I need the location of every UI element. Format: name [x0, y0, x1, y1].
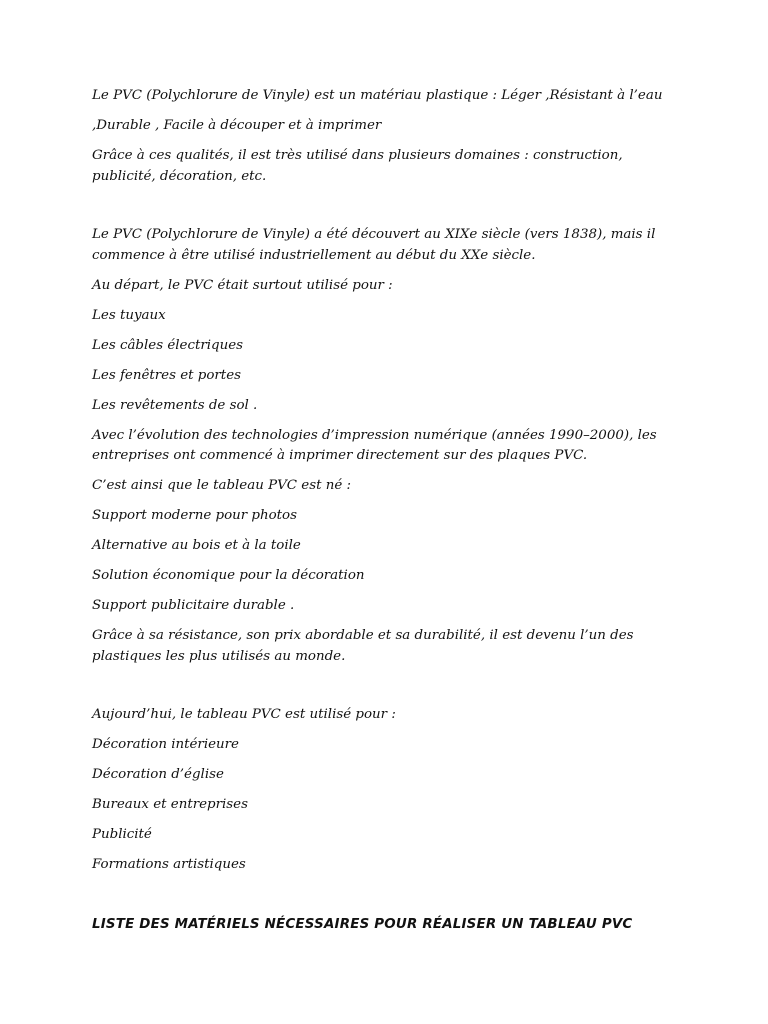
paragraph-durability: Grâce à sa résistance, son prix abordable et sa durabilité, il est devenu l’un des plastiques les plus utilisés au monde.	[92, 628, 634, 664]
list-item: Les fenêtres et portes	[92, 367, 241, 383]
list-item: Bureaux et entreprises	[92, 797, 248, 812]
paragraph-pvc-uses: Grâce à ces qualités, il est très utilisé dans plusieurs domaines : construction, publicité, décoration, etc.	[92, 148, 623, 184]
list-item: Alternative au bois et à la toile	[92, 538, 301, 553]
list-item: Publicité	[92, 827, 152, 842]
paragraph-pvc-properties: ,Durable , Facile à découper et à imprimer	[92, 118, 382, 133]
list-item: Formations artistiques	[92, 857, 246, 872]
list-item: Décoration d’église	[92, 767, 224, 782]
paragraph-current-uses-intro: Aujourd’hui, le tableau PVC est utilisé pour :	[92, 707, 396, 722]
list-item: Décoration intérieure	[92, 737, 239, 752]
list-item: Solution économique pour la décoration	[92, 568, 365, 583]
section-heading: LISTE DES MATÉRIELS NÉCESSAIRES POUR RÉALISER UN TABLEAU PVC	[92, 917, 633, 932]
list-item: Les revêtements de sol .	[92, 397, 258, 413]
list-item: Les tuyaux	[92, 307, 166, 323]
paragraph-birth-intro: C’est ainsi que le tableau PVC est né :	[92, 478, 352, 493]
paragraph-early-uses-intro: Au départ, le PVC était surtout utilisé pour :	[92, 277, 393, 293]
document-body	[92, 86, 682, 876]
list-item: Support publicitaire durable .	[92, 598, 295, 613]
paragraph-pvc-history: Le PVC (Polychlorure de Vinyle) a été découvert au XIXe siècle (vers 1838), mais il commence à être utilisé industriellement au début du XXe siècle.	[92, 227, 656, 263]
paragraph-digital-printing: Avec l’évolution des technologies d’impression numérique (années 1990–2000), les entreprises ont commencé à imprimer directement sur des plaques PVC.	[92, 427, 657, 463]
list-item: Les câbles électriques	[92, 337, 244, 353]
paragraph-pvc-definition: Le PVC (Polychlorure de Vinyle) est un matériau plastique : Léger ,Résistant à l’eau	[92, 88, 663, 103]
list-item: Support moderne pour photos	[92, 508, 297, 523]
